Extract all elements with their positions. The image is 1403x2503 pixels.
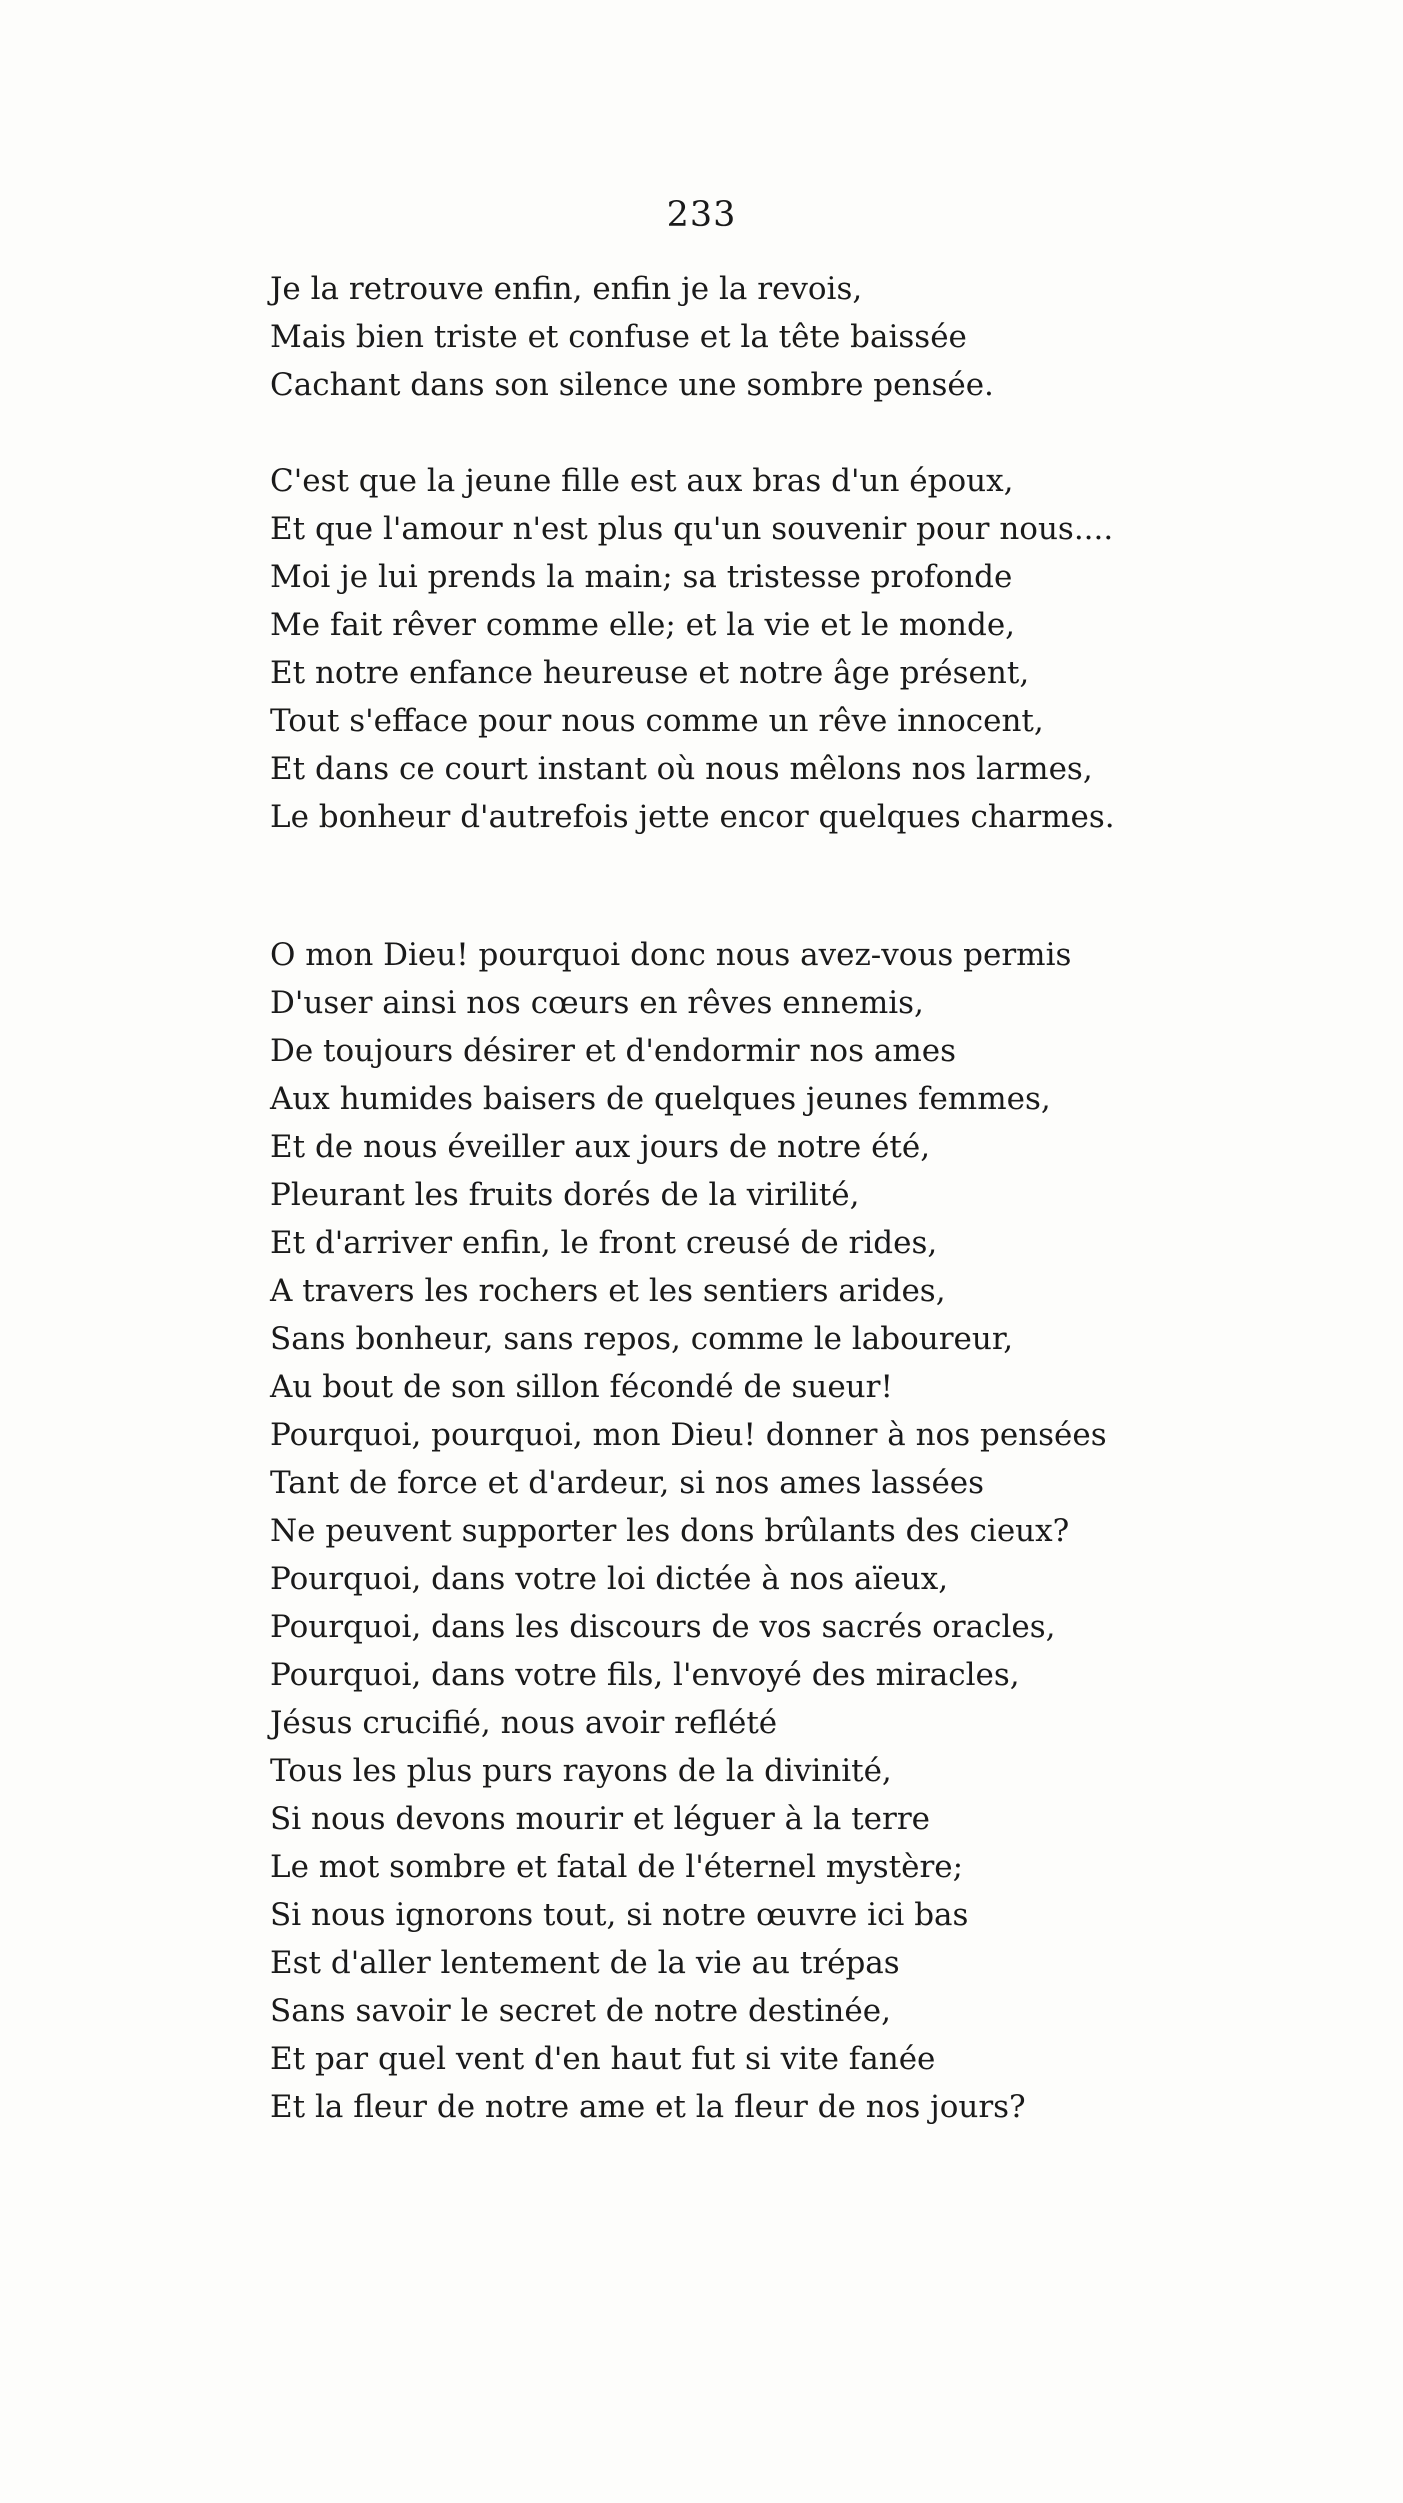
verse-line: D'user ainsi nos cœurs en rêves ennemis, [270, 985, 924, 1021]
verse-line: Je la retrouve enfin, enfin je la revois, [270, 271, 863, 307]
page-number: 233 [666, 195, 737, 235]
verse-line: Me fait rêver comme elle; et la vie et le monde, [270, 607, 1016, 643]
verse-line: O mon Dieu! pourquoi donc nous avez-vous permis [270, 937, 1072, 973]
verse-line: Jésus crucifié, nous avoir reflété [270, 1705, 778, 1741]
verse-line: Pourquoi, dans les discours de vos sacrés oracles, [270, 1609, 1056, 1645]
verse-line: A travers les rochers et les sentiers arides, [270, 1273, 946, 1309]
verse-line: Et par quel vent d'en haut fut si vite fanée [270, 2041, 936, 2077]
poem-body [270, 265, 1350, 2131]
verse-line: Si nous ignorons tout, si notre œuvre ici bas [270, 1897, 969, 1933]
verse-line: Moi je lui prends la main; sa tristesse profonde [270, 559, 1013, 595]
verse-line: Sans savoir le secret de notre destinée, [270, 1993, 891, 2029]
verse-line: Et la fleur de notre ame et la fleur de nos jours? [270, 2089, 1026, 2125]
verse-line: Tous les plus purs rayons de la divinité, [270, 1753, 892, 1789]
verse-line: Et de nous éveiller aux jours de notre été, [270, 1129, 931, 1165]
verse-line: Et notre enfance heureuse et notre âge présent, [270, 655, 1030, 691]
stanza-break [270, 409, 1350, 457]
verse-line: Pleurant les fruits dorés de la virilité, [270, 1177, 860, 1213]
verse-line: Pourquoi, dans votre fils, l'envoyé des miracles, [270, 1657, 1020, 1693]
verse-line: Cachant dans son silence une sombre pensée. [270, 367, 994, 403]
verse-line: Et dans ce court instant où nous mêlons nos larmes, [270, 751, 1093, 787]
verse-line: Si nous devons mourir et léguer à la terre [270, 1801, 931, 1837]
stanza-1 [270, 265, 1350, 409]
verse-line: Mais bien triste et confuse et la tête baissée [270, 319, 967, 355]
verse-line: Pourquoi, dans votre loi dictée à nos aïeux, [270, 1561, 949, 1597]
verse-line: Sans bonheur, sans repos, comme le laboureur, [270, 1321, 1014, 1357]
stanza-break [270, 841, 1350, 931]
verse-line: Le bonheur d'autrefois jette encor quelques charmes. [270, 799, 1115, 835]
verse-line: Et d'arriver enfin, le front creusé de rides, [270, 1225, 938, 1261]
verse-line: Tant de force et d'ardeur, si nos ames lassées [270, 1465, 985, 1501]
verse-line: De toujours désirer et d'endormir nos ames [270, 1033, 956, 1069]
stanza-3 [270, 931, 1350, 2131]
verse-line: Au bout de son sillon fécondé de sueur! [270, 1369, 893, 1405]
verse-line: Pourquoi, pourquoi, mon Dieu! donner à nos pensées [270, 1417, 1107, 1453]
verse-line: Et que l'amour n'est plus qu'un souvenir pour nous.... [270, 511, 1114, 547]
verse-line: Tout s'efface pour nous comme un rêve innocent, [270, 703, 1044, 739]
verse-line: Aux humides baisers de quelques jeunes femmes, [270, 1081, 1051, 1117]
verse-line: Ne peuvent supporter les dons brûlants des cieux? [270, 1513, 1070, 1549]
verse-line: Est d'aller lentement de la vie au trépas [270, 1945, 900, 1981]
stanza-2 [270, 457, 1350, 841]
verse-line: C'est que la jeune fille est aux bras d'un époux, [270, 463, 1014, 499]
verse-line: Le mot sombre et fatal de l'éternel mystère; [270, 1849, 964, 1885]
